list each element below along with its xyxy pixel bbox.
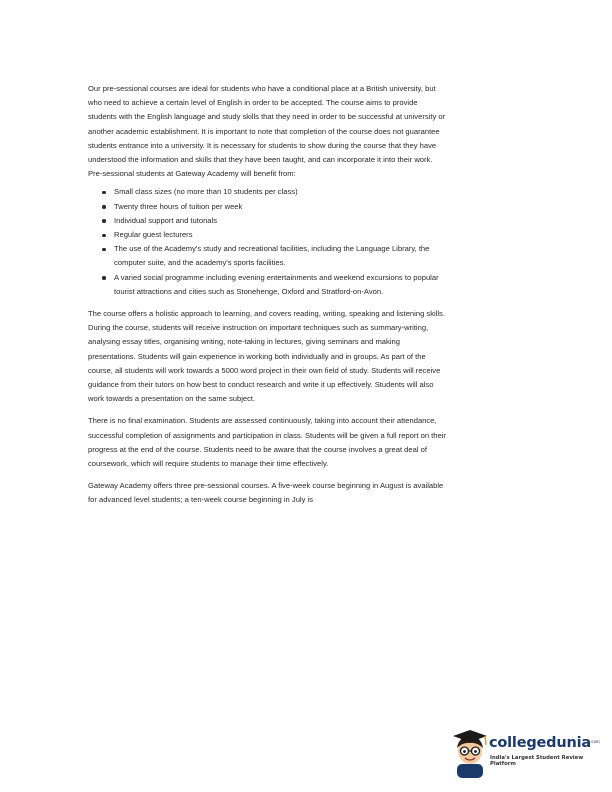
logo-domain-suffix: .com bbox=[590, 739, 600, 744]
bullet-icon bbox=[102, 219, 106, 223]
bullet-icon bbox=[102, 234, 106, 238]
bullet-icon bbox=[102, 205, 106, 209]
list-item: The use of the Academy's study and recreational facilities, including the Language Library, the computer suite, and the academy's sports facilities. bbox=[102, 242, 448, 270]
benefits-list bbox=[88, 185, 448, 299]
document-body bbox=[88, 82, 448, 508]
bullet-icon bbox=[102, 248, 106, 252]
list-item: A varied social programme including evening entertainments and weekend excursions to popular tourist attractions and cities such as Stonehenge, Oxford and Stratford-on-Avon. bbox=[102, 271, 448, 299]
bullet-icon bbox=[102, 276, 106, 280]
assessment-paragraph: There is no final examination. Students are assessed continuously, taking into account their attendance, successful completion of assignments and participation in class. Students will be given a full report on their progress at the end of the course. Students need to be aware that the course involves a great deal of coursework, which will require students to manage their time effectively. bbox=[88, 416, 446, 469]
approach-paragraph: The course offers a holistic approach to learning, and covers reading, writing, speaking and listening skills. During the course, students will receive instruction on important techniques such as summary-writing, analysing essay titles, organising writing, note-taking in lectures, giving seminars and making presentations. Students will gain experience in working both individually and in groups. As part of the course, all students will work towards a 5000 word project in their own field of study. Students will receive guidance from their tutors on how best to conduct research and write it up effectively. Students will also work towards a presentation on the same subject. bbox=[88, 309, 445, 404]
logo-tagline: India's Largest Student Review Platform bbox=[490, 755, 584, 767]
courses-paragraph: Gateway Academy offers three pre-sessional courses. A five-week course beginning in August is available for advanced level students; a ten-week course beginning in July is bbox=[88, 481, 444, 505]
benefits-lead: Pre-sessional students at Gateway Academy will benefit from: bbox=[88, 169, 296, 179]
logo-brand-name: collegedunia bbox=[489, 735, 591, 751]
collegedunia-logo[interactable] bbox=[449, 726, 599, 778]
list-item: Small class sizes (no more than 10 students per class) bbox=[102, 185, 448, 199]
intro-paragraph: Our pre-sessional courses are ideal for students who have a conditional place at a British university, but who need to achieve a certain level of English in order to be accepted. The course aims to provide students with the English language and study skills that they need in order to be successful at university or another academic establishment. It is important to note that completion of the course does not guarantee students entrance into a university. It is necessary for students to show during the course that they have understood the information and skills that they have been taught, and can incorporate it into their work. bbox=[88, 84, 446, 165]
list-item: Twenty three hours of tuition per week bbox=[102, 200, 448, 214]
list-item: Regular guest lecturers bbox=[102, 228, 448, 242]
list-item: Individual support and tutorials bbox=[102, 214, 448, 228]
graduate-mascot-icon bbox=[451, 728, 489, 778]
bullet-icon bbox=[102, 191, 106, 195]
